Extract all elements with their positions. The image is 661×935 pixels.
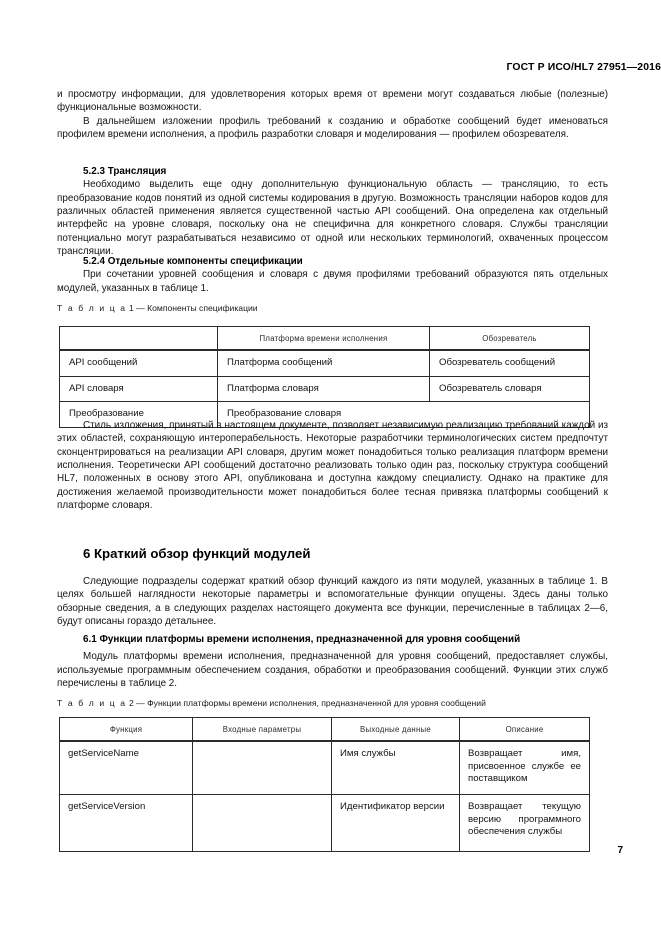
heading-section-6: 6 Краткий обзор функций модулей bbox=[83, 546, 311, 561]
runtime-platform-functions-table bbox=[59, 717, 590, 852]
table-2-text-r1c0: getServiceVersion bbox=[68, 801, 146, 812]
table-2-cell-r1c1 bbox=[193, 795, 332, 852]
table-2-header-output-data-text: Выходные данные bbox=[360, 724, 431, 734]
table-2-cell-r1c2 bbox=[332, 795, 460, 852]
paragraph-continuation: и просмотру информации, для удовлетворения которых время от времени могут создаваться любые (полезные) функциональные возможности. bbox=[57, 89, 608, 114]
section-523-block bbox=[57, 165, 608, 258]
table-1-header-row bbox=[60, 327, 590, 351]
table-row bbox=[60, 350, 590, 376]
table-1-cell-r1c2 bbox=[430, 376, 590, 402]
table-2-header-function-text: Функция bbox=[109, 724, 143, 734]
table-2-caption-number: 2 bbox=[128, 698, 134, 708]
table-row bbox=[60, 795, 590, 852]
table-2-text-r1c3: Возвращает текущую версию программного обеспечения службы bbox=[468, 801, 581, 838]
table-1-text-r0c2: Обозреватель сообщений bbox=[439, 357, 556, 368]
table-2-header-input-params bbox=[193, 718, 332, 742]
table-1-text-r0c1: Платформа сообщений bbox=[227, 357, 333, 368]
paragraph-style-block bbox=[57, 419, 608, 512]
section-61-block bbox=[57, 633, 608, 690]
table-2-text-r0c1 bbox=[193, 742, 331, 753]
table-1-cell-r0c1 bbox=[218, 350, 430, 376]
table-1-text-r2c1: Преобразование словаря bbox=[227, 408, 342, 420]
table-2-text-r1c2: Идентификатор версии bbox=[340, 801, 445, 812]
table-row bbox=[60, 741, 590, 795]
section-6-block bbox=[57, 545, 608, 628]
specification-components-table bbox=[59, 326, 590, 428]
table-2-header-description-text: Описание bbox=[505, 724, 544, 734]
table-1-header-browser bbox=[430, 327, 590, 351]
section-524-block bbox=[57, 255, 608, 295]
table-1-cell-r1c0 bbox=[60, 376, 218, 402]
heading-5-2-4: 5.2.4 Отдельные компоненты спецификации bbox=[83, 256, 303, 267]
table-1-text-r1c0: API словаря bbox=[69, 382, 124, 394]
intro-paragraph-block bbox=[57, 88, 608, 141]
table-1-cell-r0c2 bbox=[430, 350, 590, 376]
paragraph-translation: Необходимо выделить еще одну дополнительную функциональную область — трансляцию, то есть преобразование кодов понятий из одной системы кодирования в другую. Возможность трансляции наборов кодов для различных областей применения является существенной частью API сообщений. Она определена как отдельный интерфейс на уровне словаря, поскольку она не специфична для конкретного словаря. Службы трансляции потенциально могут разрабатываться независимо от одной или нескольких терминологий, охваченных процессом трансляции. bbox=[57, 179, 608, 258]
table-2-text-r1c1 bbox=[193, 795, 331, 806]
table-1-header-runtime-platform bbox=[218, 327, 430, 351]
table-2-caption-text: — Функции платформы времени исполнения, предназначенной для уровня сообщений bbox=[136, 698, 486, 708]
paragraph-profile-naming: В дальнейшем изложении профиль требований к созданию и обработке сообщений будет именоваться профилем времени исполнения, а профиль разработки словаря и моделирования — профилем обозревателя. bbox=[57, 115, 608, 141]
table-2-cell-r0c1 bbox=[193, 741, 332, 795]
table-1-text-r2c0: Преобразование bbox=[69, 408, 144, 420]
heading-5-2-3: 5.2.3 Трансляция bbox=[83, 166, 167, 177]
table-1-caption-text: — Компоненты спецификации bbox=[136, 303, 258, 313]
heading-6-1: 6.1 Функции платформы времени исполнения, предназначенной для уровня сообщений bbox=[83, 634, 521, 645]
table-2-cell-r0c0 bbox=[60, 741, 193, 795]
table-1-header-blank bbox=[60, 327, 218, 351]
table-2-header-row bbox=[60, 718, 590, 742]
table-2-header-function bbox=[60, 718, 193, 742]
paragraph-separate-components: При сочетании уровней сообщения и словаря с двумя профилями требований образуются пять отдельных модулей, указанных в таблице 1. bbox=[57, 269, 608, 294]
table-1-text-r1c2: Обозреватель словаря bbox=[439, 382, 542, 394]
table-1-cell-r1c1 bbox=[218, 376, 430, 402]
table-1-header-browser-text: Обозреватель bbox=[482, 333, 537, 343]
paragraph-section-6-intro: Следующие подразделы содержат краткий обзор функций каждого из пяти модулей, указанных в таблице 1. В целях большей наглядности некоторые параметры и вспомогательные функции опущены. Здесь даны только обзорные сведения, а в следующих разделах настоящего документа все функции, перечисленные в таблицах 2—6, будут описаны гораздо детальнее. bbox=[57, 576, 608, 628]
paragraph-implementation-style: Стиль изложения, принятый в настоящем документе, позволяет независимую реализацию требований каждой из этих областей, сохраняющую интероперабельность. Некоторые разработчики терминологических систем предпочтут сконцентрироваться на реализации API словаря, другим может понадобиться только реализация платформ времени исполнения. Теоретически API сообщений достаточно реализовать только один раз, поскольку структура сообщений HL7, положенных в основу этого API, опубликована и доступна каждому специалисту. Однако на практике для достижения желаемой производительности может понадобиться более тесная привязка платформы сообщений к платформе словаря. bbox=[57, 420, 608, 512]
table-1-text-r0c0: API сообщений bbox=[69, 357, 138, 368]
table-row bbox=[60, 376, 590, 402]
table-2-header-input-params-text: Входные параметры bbox=[222, 724, 302, 734]
running-head: ГОСТ Р ИСО/HL7 27951—2016 bbox=[506, 62, 661, 73]
table-1-caption-label: Т а б л и ц а bbox=[57, 303, 127, 313]
table-2-cell-r1c3 bbox=[460, 795, 590, 852]
paragraph-61-body: Модуль платформы времени исполнения, предназначенной для уровня сообщений, предоставляет службы, используемые программным обеспечением создания, обработки и преобразования сообщений. Функции этих служб перечислены в таблице 2. bbox=[57, 651, 608, 690]
table-2-text-r0c0: getServiceName bbox=[68, 748, 139, 759]
table-1-text-r1c1: Платформа словаря bbox=[227, 382, 319, 394]
table-2-cell-r0c2 bbox=[332, 741, 460, 795]
table-2-caption-label: Т а б л и ц а bbox=[57, 698, 127, 708]
table-1-caption-number: 1 bbox=[128, 303, 134, 313]
table-1-cell-r0c0 bbox=[60, 350, 218, 376]
table-2-text-r0c2: Имя службы bbox=[340, 748, 396, 759]
table-1-header-runtime-platform-text: Платформа времени исполнения bbox=[259, 333, 388, 343]
table-2-header-description bbox=[460, 718, 590, 742]
table-2-cell-r1c0 bbox=[60, 795, 193, 852]
table-2-text-r0c3: Возвращает имя, присвоенное службе ее поставщиком bbox=[468, 748, 581, 785]
page-number: 7 bbox=[617, 845, 623, 856]
table-2-header-output-data bbox=[332, 718, 460, 742]
table-1-caption bbox=[57, 303, 608, 314]
table-2-caption bbox=[57, 698, 608, 709]
table-2-cell-r0c3 bbox=[460, 741, 590, 795]
